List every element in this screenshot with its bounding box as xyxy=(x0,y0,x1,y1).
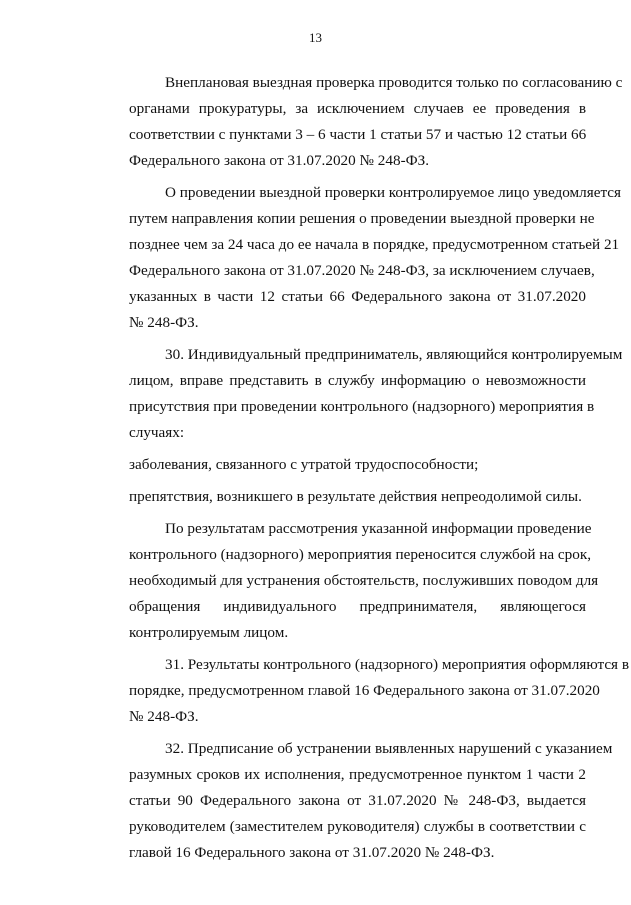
text-line: необходимый для устранения обстоятельств, послуживших поводом для xyxy=(129,572,599,589)
paragraph-31 xyxy=(93,652,630,730)
text-line: препятствия, возникшего в результате действия непреодолимой силы. xyxy=(129,488,582,505)
text-line: главой 16 Федерального закона от 31.07.2020 № 248-ФЗ. xyxy=(129,844,495,861)
text-line: позднее чем за 24 часа до ее начала в порядке, предусмотренном статьей 21 xyxy=(129,236,620,253)
text-line: присутствия при проведении контрольного (надзорного) мероприятия в xyxy=(129,398,595,415)
text-line: порядке, предусмотренном главой 16 Федерального закона от 31.07.2020 xyxy=(129,682,600,699)
text-line: органами прокуратуры, за исключением случаев ее проведения в xyxy=(129,100,586,117)
text-line: контрольного (надзорного) мероприятия переносится службой на срок, xyxy=(129,546,592,563)
paragraph-postponement xyxy=(93,516,599,646)
paragraph-32 xyxy=(93,736,613,866)
text-line: № 248-ФЗ. xyxy=(129,314,199,331)
text-line: О проведении выездной проверки контролируемое лицо уведомляется xyxy=(165,184,622,201)
text-line: путем направления копии решения о проведении выездной проверки не xyxy=(129,210,595,227)
text-line: разумных сроков их исполнения, предусмотренное пунктом 1 части 2 xyxy=(129,766,586,783)
document-body xyxy=(93,70,630,866)
text-line: Федерального закона от 31.07.2020 № 248-ФЗ. xyxy=(129,152,430,169)
text-line: контролируемым лицом. xyxy=(129,624,289,641)
paragraph-notification xyxy=(93,180,622,336)
text-line: Внеплановая выездная проверка проводится только по согласованию с xyxy=(165,74,623,91)
paragraph-unscheduled-inspection xyxy=(93,70,623,174)
text-line: 32. Предписание об устранении выявленных нарушений с указанием xyxy=(165,740,613,757)
text-line: лицом, вправе представить в службу информацию о невозможности xyxy=(129,372,586,389)
text-line: Федерального закона от 31.07.2020 № 248-ФЗ, за исключением случаев, xyxy=(129,262,595,279)
list-item-illness xyxy=(93,452,586,478)
text-line: указанных в части 12 статьи 66 Федерального закона от 31.07.2020 xyxy=(129,288,586,305)
text-line: 31. Результаты контрольного (надзорного) мероприятия оформляются в xyxy=(165,656,630,673)
text-line: статьи 90 Федерального закона от 31.07.2020 № 248-ФЗ, выдается xyxy=(129,792,586,809)
text-line: 30. Индивидуальный предприниматель, являющийся контролируемым xyxy=(165,346,623,363)
page-number: 13 xyxy=(309,30,322,45)
text-line: заболевания, связанного с утратой трудоспособности; xyxy=(129,456,479,473)
text-line: руководителем (заместителем руководителя) службы в соответствии с xyxy=(129,818,586,835)
text-line: случаях: xyxy=(129,424,185,441)
list-item-force-majeure xyxy=(93,484,586,510)
text-line: соответствии с пунктами 3 – 6 части 1 статьи 57 и частью 12 статьи 66 xyxy=(129,126,587,143)
text-line: По результатам рассмотрения указанной информации проведение xyxy=(165,520,592,537)
text-line: обращения индивидуального предпринимателя, являющегося xyxy=(129,598,586,615)
text-line: № 248-ФЗ. xyxy=(129,708,199,725)
paragraph-30 xyxy=(93,342,623,446)
